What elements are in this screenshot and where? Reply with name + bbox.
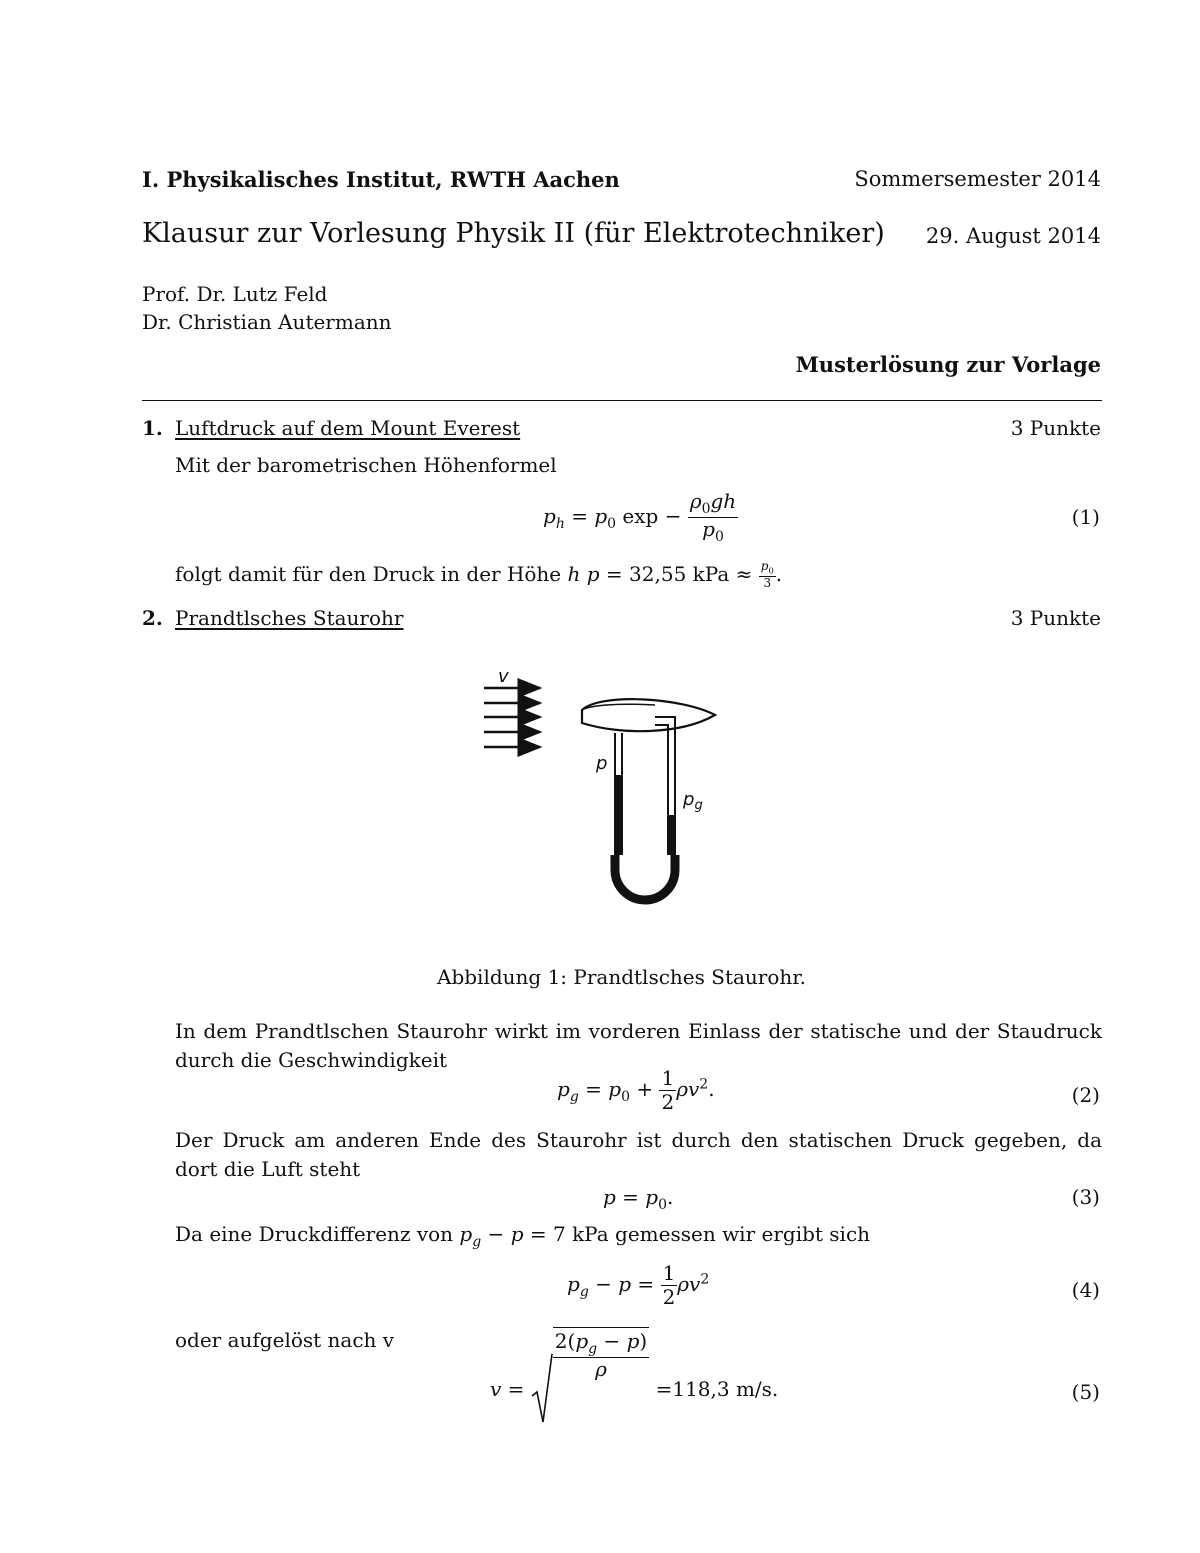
velocity-label: v: [498, 666, 509, 687]
figure-caption: Abbildung 1: Prandtlsches Staurohr.: [437, 965, 806, 989]
static-pressure-label: p: [596, 753, 608, 774]
equation-1-number: (1): [1071, 505, 1100, 529]
task2-paragraph-3a: Da eine Druckdifferenz von: [175, 1222, 454, 1246]
task2-title: Prandtlsches Staurohr: [175, 606, 404, 630]
task1-intro: Mit der barometrischen Höhenformel: [175, 453, 557, 477]
flow-arrows: [484, 688, 540, 747]
task1-title: Luftdruck auf dem Mount Everest: [175, 416, 521, 440]
prandtl-tube-figure: [470, 655, 730, 915]
equation-3: $p = p_0$.: [603, 1185, 674, 1213]
semester: Sommersemester 2014: [854, 167, 1101, 191]
task2-paragraph-4: oder aufgelöst nach v: [175, 1328, 395, 1352]
equation-4: $p_g - p$ = $\frac{1}{2}$ $\rho v^2$: [567, 1261, 710, 1309]
task2-paragraph-3: Da eine Druckdifferenz von $p_g - p = 7$ kPa gemessen wir ergibt sich: [175, 1222, 871, 1250]
task2-paragraph-2: Der Druck am anderen Ende des Staurohr ist durch den statischen Druck gegeben, da dort die Luft steht: [175, 1128, 1102, 1181]
header-divider: [142, 400, 1102, 401]
task1-points: 3 Punkte: [1010, 416, 1101, 440]
left-liquid-column: [615, 775, 622, 855]
sqrt-sign: [531, 1352, 553, 1426]
equation-5-number: (5): [1071, 1380, 1100, 1404]
exam-date: 29. August 2014: [925, 224, 1101, 248]
task1-number: 1.: [142, 416, 163, 440]
task1-result-value: 32,55 kPa: [629, 561, 730, 586]
equation-1: $p_h = p_0$ exp − $\frac{\rho_0gh}{p_0}$: [543, 489, 737, 546]
equation-2-number: (2): [1071, 1083, 1100, 1107]
equation-5: v = $\frac{2(p_g - p)}{\rho}$ = 118,3 m/s.: [490, 1352, 778, 1426]
task1-result-text: folgt damit für den Druck in der Höhe: [175, 561, 562, 586]
task2-points: 3 Punkte: [1010, 606, 1101, 630]
task2-paragraph-3b: 7 kPa gemessen wir ergibt sich: [552, 1222, 871, 1246]
solution-label: Musterlösung zur Vorlage: [795, 352, 1101, 377]
equation-2: $p_g = p_0$ + $\frac{1}{2}$ $\rho v^2$.: [557, 1066, 715, 1114]
assistant-name: Dr. Christian Autermann: [142, 310, 392, 334]
equation-5-result: 118,3 m/s.: [672, 1377, 779, 1401]
professor-name: Prof. Dr. Lutz Feld: [142, 282, 328, 306]
task1-result: folgt damit für den Druck in der Höhe h p = 32,55 kPa ≈ $\frac{p_0}{3}$ .: [175, 559, 783, 591]
task2-paragraph-1: In dem Prandtlschen Staurohr wirkt im vorderen Einlass der statische und der Staudruck durch die Geschwindigkeit: [175, 1019, 1102, 1072]
equation-4-number: (4): [1071, 1278, 1100, 1302]
equation-3-number: (3): [1071, 1185, 1100, 1209]
right-liquid-column: [668, 815, 675, 855]
institute-name: I. Physikalisches Institut, RWTH Aachen: [142, 167, 620, 192]
task2-number: 2.: [142, 606, 163, 630]
total-pressure-label: $p_g$: [683, 789, 703, 813]
u-tube-bottom: [615, 855, 675, 900]
exam-title: Klausur zur Vorlesung Physik II (für Elektrotechniker): [142, 218, 885, 249]
